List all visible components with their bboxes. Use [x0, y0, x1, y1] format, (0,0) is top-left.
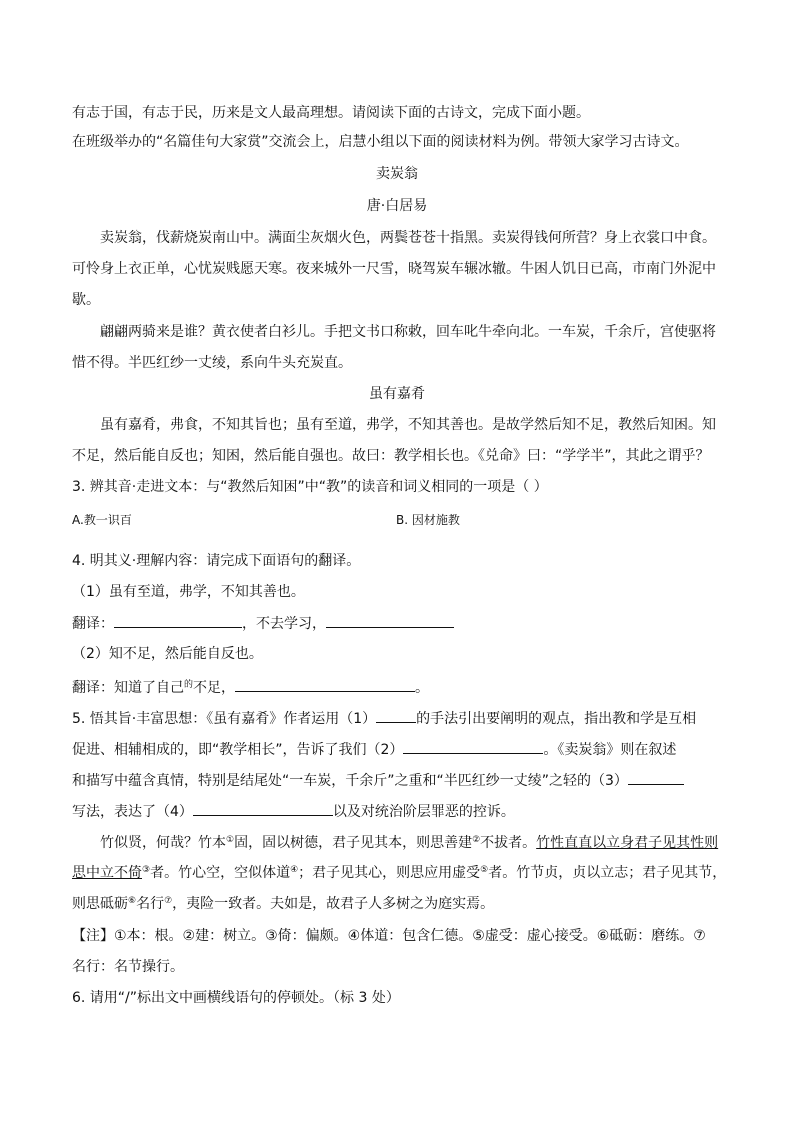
- essay-line: 虽有嘉肴，弗食，不知其旨也；虽有至道，弗学，不知其善也。是故学然后知不足，教然后知困。知: [100, 417, 716, 433]
- translation-end: 。: [415, 680, 430, 696]
- question-5-line-2: [72, 739, 676, 760]
- question-6-stem: 6. 请用“/”标出文中画横线语句的停顿处。（标 3 处）: [72, 990, 400, 1006]
- note-marker: ⑥: [128, 896, 137, 906]
- underlined-sentence: 思中立不倚: [72, 865, 142, 881]
- note-marker: ⑦: [164, 896, 173, 906]
- bamboo-text: 则思砥砺: [72, 896, 128, 912]
- question-3-option-a: A.教一识百: [72, 513, 132, 527]
- q5-text: 促进、相辅相成的，即“教学相长”，告诉了我们（2）: [72, 742, 404, 758]
- answer-blank[interactable]: [114, 613, 242, 628]
- translation-label: 翻译：: [72, 616, 114, 632]
- annotation-line-2: 名行：名节操行。: [72, 959, 184, 975]
- question-5-line-3: [72, 770, 684, 791]
- question-5-line-4: [72, 801, 515, 822]
- poem-line: 惜不得。半匹红纱一丈绫，系向牛头充炭直。: [72, 355, 352, 371]
- annotation-line-1: 【注】①本：根。②建：树立。③倚：偏颇。④体道：包含仁德。⑤虚受：虚心接受。⑥砥砺：磨练。⑦: [72, 928, 706, 944]
- translation-label: 翻译：知道了自己: [72, 680, 184, 696]
- q5-text: 和描写中蕴含真情，特别是结尾处“一车炭，千余斤”之重和“半匹红纱一丈绫”之轻的（3）: [72, 773, 628, 789]
- question-5-line-1: [72, 708, 696, 729]
- note-marker: ④: [290, 865, 299, 875]
- note-marker: ①: [226, 835, 235, 845]
- note-marker: ②: [472, 835, 481, 845]
- translation-mid: ，不去学习，: [242, 616, 326, 632]
- question-4-translation-1: [72, 613, 454, 634]
- bamboo-text: 竹似贤，何哉？竹本: [100, 835, 226, 851]
- intro-line-1: 有志于国，有志于民，历来是文人最高理想。请阅读下面的古诗文，完成下面小题。: [72, 105, 590, 121]
- underlined-sentence: 竹性直直以立身君子见其性则: [536, 835, 719, 851]
- bamboo-line-2: [72, 863, 726, 885]
- translation-mid: 不足，: [193, 680, 236, 696]
- answer-blank[interactable]: [403, 739, 543, 754]
- poem-line: 翩翩两骑来是谁？黄衣使者白衫儿。手把文书口称敕，回车叱牛牵向北。一车炭，千余斤，宫使驱将: [100, 324, 716, 340]
- question-4-translation-2: [72, 677, 429, 700]
- answer-blank[interactable]: [193, 801, 333, 816]
- translation-de: 的: [184, 680, 194, 690]
- question-4-sentence-1: （1）虽有至道，弗学，不知其善也。: [72, 584, 305, 600]
- bamboo-text: ；君子见其心，则思应用虚受: [298, 865, 481, 881]
- poem-title: 卖炭翁: [376, 166, 418, 182]
- answer-blank[interactable]: [376, 708, 416, 723]
- question-4-stem: 4. 明其义·理解内容：请完成下面语句的翻译。: [72, 553, 361, 569]
- question-3-stem: 3. 辨其音·走进文本：与“教然后知困”中“教”的读音和词义相同的一项是（ ）: [72, 479, 548, 495]
- essay-line: 不足，然后能自反也；知困，然后能自强也。故曰：教学相长也。《兑命》曰：“学学半”，其此之谓乎？: [72, 448, 710, 464]
- essay-title: 虽有嘉肴: [369, 386, 425, 402]
- q5-text: 。《卖炭翁》则在叙述: [543, 742, 677, 758]
- note-marker: ③: [142, 865, 151, 875]
- bamboo-text: 固，固以树德，君子见其本，则思善建: [234, 835, 473, 851]
- bamboo-line-1: [100, 833, 718, 855]
- bamboo-line-3: [72, 894, 494, 916]
- poem-line: 歇。: [72, 292, 100, 308]
- bamboo-text: 者。竹节贞，贞以立志；君子见其节，: [488, 865, 727, 881]
- bamboo-text: 者。竹心空，空似体道: [150, 865, 291, 881]
- poem-author: 唐·白居易: [366, 198, 428, 214]
- q5-text: 的手法引出要阐明的观点，指出教和学是互相: [416, 711, 697, 727]
- note-marker: ⑤: [480, 865, 489, 875]
- bamboo-text: 名行: [136, 896, 165, 912]
- answer-blank[interactable]: [628, 770, 684, 785]
- question-3-option-b: B. 因材施教: [396, 513, 460, 527]
- q5-text: 写法，表达了（4）: [72, 804, 193, 820]
- answer-blank[interactable]: [235, 677, 415, 692]
- bamboo-text: 不拔者。: [480, 835, 537, 851]
- intro-line-2: 在班级举办的“名篇佳句大家赏”交流会上，启慧小组以下面的阅读材料为例。带领大家学习古诗文。: [72, 134, 689, 150]
- answer-blank[interactable]: [326, 613, 454, 628]
- q5-text: 5. 悟其旨·丰富思想：《虽有嘉肴》作者运用（1）: [72, 711, 377, 727]
- q5-text: 以及对统治阶层罪恶的控诉。: [332, 804, 515, 820]
- question-4-sentence-2: （2）知不足，然后能自反也。: [72, 646, 263, 662]
- poem-line: 卖炭翁，伐薪烧炭南山中。满面尘灰烟火色，两鬓苍苍十指黑。卖炭得钱何所营？身上衣裳口中食。: [100, 230, 716, 246]
- bamboo-text: ，夷险一致者。夫如是，故君子人多树之为庭实焉。: [172, 896, 495, 912]
- poem-line: 可怜身上衣正单，心忧炭贱愿天寒。夜来城外一尺雪，晓驾炭车辗冰辙。牛困人饥日已高，市南门外泥中: [72, 261, 716, 277]
